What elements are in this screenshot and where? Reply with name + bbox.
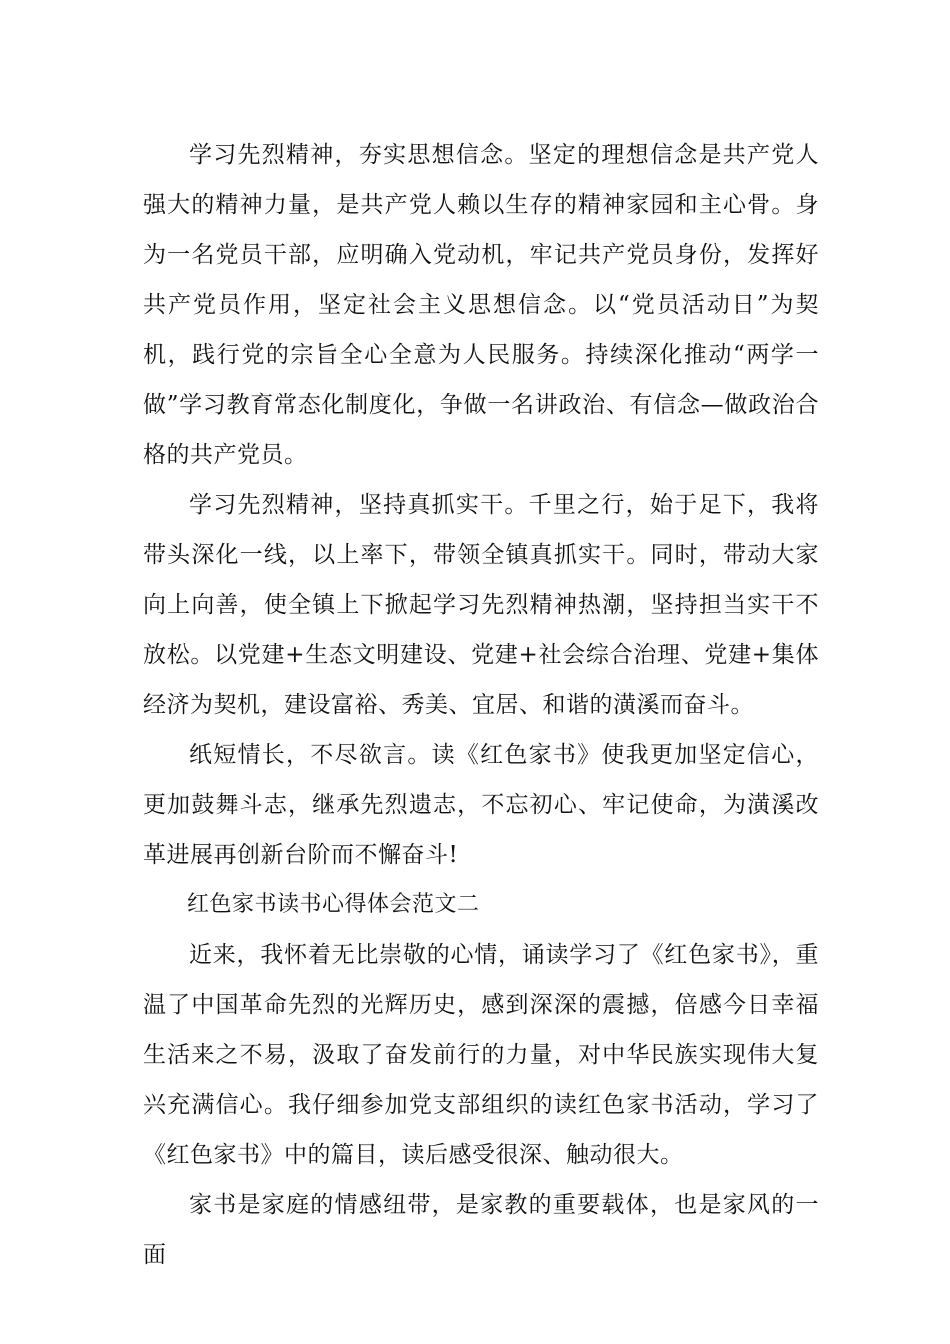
paragraph-3: 纸短情长，不尽欲言。读《红色家书》使我更加坚定信心，更加鼓舞斗志，继承先烈遗志，不忘初心、牢记使命，为潢溪改革进展再创新台阶而不懈奋斗!: [143, 742, 819, 868]
paragraph-2: 学习先烈精神，坚持真抓实干。千里之行，始于足下，我将带头深化一线，以上率下，带领全镇真抓实干。同时，带动大家向上向善，使全镇上下掀起学习先烈精神热潮，坚持担当实干不放松。以党建+生态文明建设、党建+社会综合治理、党建+集体经济为契机，建设富裕、秀美、宜居、和谐的潢溪而奋斗。: [143, 492, 819, 718]
document-body: [143, 130, 819, 1280]
paragraph-5: 家书是家庭的情感纽带，是家教的重要载体，也是家风的一面: [143, 1192, 819, 1268]
paragraph-1: 学习先烈精神，夯实思想信念。坚定的理想信念是共产党人强大的精神力量，是共产党人赖以生存的精神家园和主心骨。身为一名党员干部，应明确入党动机，牢记共产党员身份，发挥好共产党员作用，坚定社会主义思想信念。以“党员活动日”为契机，践行党的宗旨全心全意为人民服务。持续深化推动“两学一做”学习教育常态化制度化，争做一名讲政治、有信念—做政治合格的共产党员。: [143, 142, 819, 468]
section-title: 红色家书读书心得体会范文二: [187, 892, 480, 917]
paragraph-4: 近来，我怀着无比崇敬的心情，诵读学习了《红色家书》，重温了中国革命先烈的光辉历史，感到深深的震撼，倍感今日幸福生活来之不易，汲取了奋发前行的力量，对中华民族实现伟大复兴充满信心。我仔细参加党支部组织的读红色家书活动，学习了《红色家书》中的篇目，读后感受很深、触动很大。: [143, 942, 819, 1168]
